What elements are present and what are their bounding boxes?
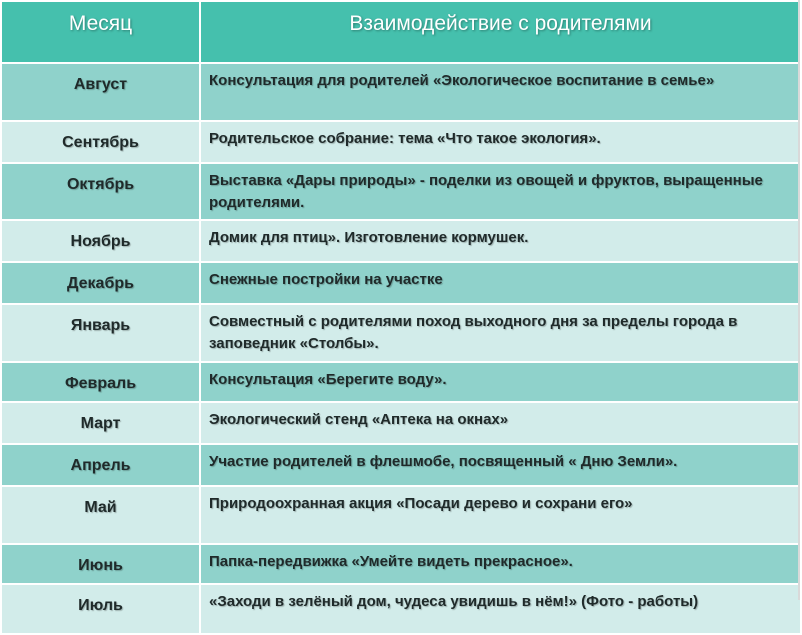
table-row [1, 402, 801, 444]
slide-edge [798, 0, 800, 600]
month-cell: Сентябрь [1, 121, 200, 163]
table-row [1, 262, 801, 304]
header-activity: Взаимодействие с родителями [200, 1, 801, 63]
activity-cell: Домик для птиц». Изготовление кормушек. [200, 220, 801, 262]
table-row [1, 544, 801, 584]
month-cell: Январь [1, 304, 200, 362]
month-cell: Март [1, 402, 200, 444]
month-cell: Апрель [1, 444, 200, 486]
header-month: Месяц [1, 1, 200, 63]
month-cell: Октябрь [1, 163, 200, 220]
month-cell: Июль [1, 584, 200, 634]
table-row [1, 444, 801, 486]
activity-cell: Экологический стенд «Аптека на окнах» [200, 402, 801, 444]
table-row [1, 63, 801, 121]
month-cell: Июнь [1, 544, 200, 584]
table-row [1, 220, 801, 262]
activity-cell: Участие родителей в флешмобе, посвященный « Дню Земли». [200, 444, 801, 486]
activity-cell: Консультация «Берегите воду». [200, 362, 801, 402]
month-cell: Ноябрь [1, 220, 200, 262]
activity-cell: Снежные постройки на участке [200, 262, 801, 304]
activity-cell: Выставка «Дары природы» - поделки из овощей и фруктов, выращенные родителями. [200, 163, 801, 220]
table-row [1, 584, 801, 634]
table-header-row [1, 1, 801, 63]
month-cell: Декабрь [1, 262, 200, 304]
table-row [1, 486, 801, 544]
activity-cell: Природоохранная акция «Посади дерево и сохрани его» [200, 486, 801, 544]
month-cell: Август [1, 63, 200, 121]
activity-cell: Совместный с родителями поход выходного дня за пределы города в заповедник «Столбы». [200, 304, 801, 362]
table-row [1, 121, 801, 163]
activity-cell: «Заходи в зелёный дом, чудеса увидишь в нём!» (Фото - работы) [200, 584, 801, 634]
activity-cell: Папка-передвижка «Умейте видеть прекрасное». [200, 544, 801, 584]
month-cell: Февраль [1, 362, 200, 402]
activity-cell: Консультация для родителей «Экологическое воспитание в семье» [200, 63, 801, 121]
table-row [1, 362, 801, 402]
table-row [1, 304, 801, 362]
month-cell: Май [1, 486, 200, 544]
table-row [1, 163, 801, 220]
activity-cell: Родительское собрание: тема «Что такое экология». [200, 121, 801, 163]
